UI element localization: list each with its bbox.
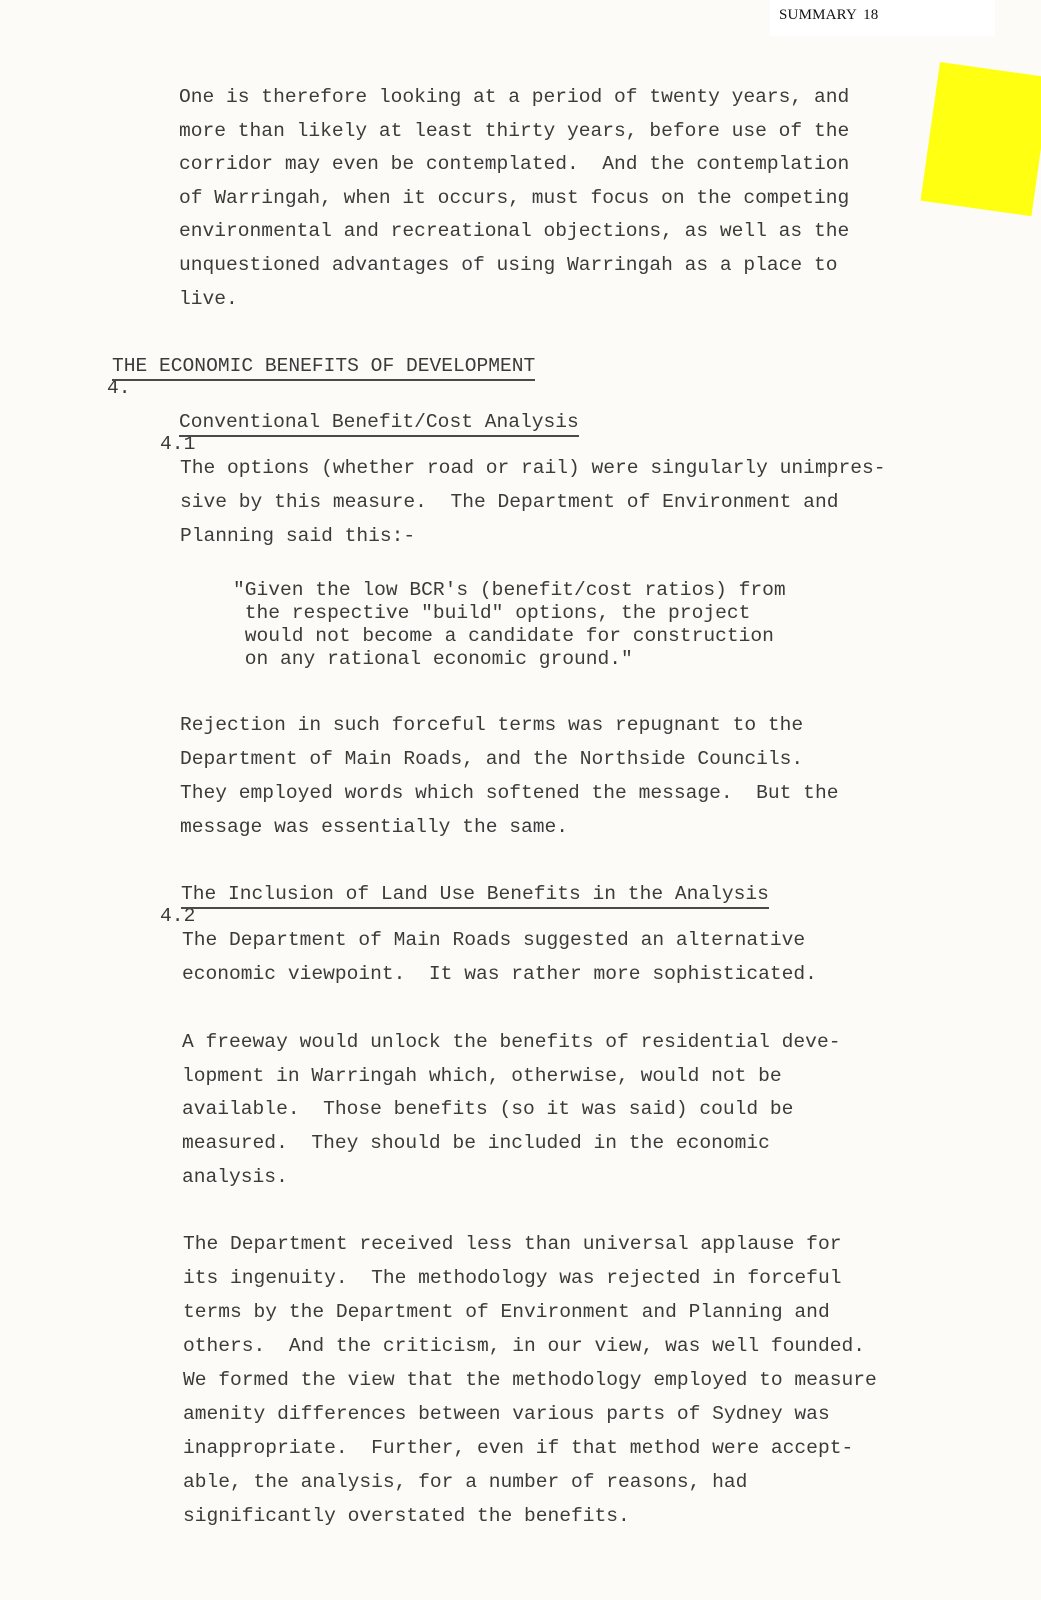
- quote-line: the respective "build" options, the project: [233, 602, 751, 624]
- text-line: others. And the criticism, in our view, was well founded.: [183, 1335, 865, 1357]
- quote-line: would not become a candidate for construction: [233, 625, 774, 647]
- text-line: They employed words which softened the message. But the: [180, 782, 839, 804]
- text-line: sive by this measure. The Department of Environment and: [180, 491, 839, 513]
- text-line: economic viewpoint. It was rather more sophisticated.: [182, 963, 817, 985]
- text-line: inappropriate. Further, even if that method were accept-: [183, 1437, 854, 1459]
- text-line: available. Those benefits (so it was said) could be: [182, 1098, 794, 1120]
- text-line: its ingenuity. The methodology was rejected in forceful: [183, 1267, 842, 1289]
- text-line: live.: [179, 288, 238, 310]
- section-title: Conventional Benefit/Cost Analysis: [179, 411, 579, 437]
- text-line: lopment in Warringah which, otherwise, would not be: [182, 1065, 782, 1087]
- section-title: THE ECONOMIC BENEFITS OF DEVELOPMENT: [112, 355, 535, 381]
- text-line: terms by the Department of Environment and Planning and: [183, 1301, 830, 1323]
- text-line: message was essentially the same.: [180, 816, 569, 838]
- text-line: A freeway would unlock the benefits of residential deve-: [182, 1031, 841, 1053]
- running-header: [779, 7, 879, 24]
- text-line: analysis.: [182, 1166, 288, 1188]
- text-line: We formed the view that the methodology employed to measure: [183, 1369, 877, 1391]
- header-section-label: SUMMARY: [779, 7, 858, 23]
- yellow-sticky-note: [921, 62, 1041, 216]
- section-number: 4.2: [160, 905, 196, 927]
- text-line: One is therefore looking at a period of twenty years, and: [179, 86, 850, 108]
- page-number: 18: [863, 7, 879, 23]
- text-line: able, the analysis, for a number of reasons, had: [183, 1471, 748, 1493]
- section-number: 4.: [107, 377, 131, 399]
- quote-line: "Given the low BCR's (benefit/cost ratios) from: [233, 579, 786, 601]
- text-line: significantly overstated the benefits.: [183, 1505, 630, 1527]
- text-line: environmental and recreational objections, as well as the: [179, 220, 850, 242]
- text-line: measured. They should be included in the economic: [182, 1132, 770, 1154]
- section-title: The Inclusion of Land Use Benefits in the Analysis: [181, 883, 769, 909]
- text-line: corridor may even be contemplated. And the contemplation: [179, 153, 850, 175]
- text-line: more than likely at least thirty years, before use of the: [179, 120, 850, 142]
- section-number: 4.1: [160, 433, 196, 455]
- text-line: The Department received less than universal applause for: [183, 1233, 842, 1255]
- text-line: Planning said this:-: [180, 525, 416, 547]
- text-line: amenity differences between various parts of Sydney was: [183, 1403, 830, 1425]
- text-line: Rejection in such forceful terms was repugnant to the: [180, 714, 804, 736]
- text-line: Department of Main Roads, and the Northside Councils.: [180, 748, 804, 770]
- text-line: The Department of Main Roads suggested an alternative: [182, 929, 806, 951]
- text-line: The options (whether road or rail) were singularly unimpres-: [180, 457, 886, 479]
- quote-line: on any rational economic ground.": [233, 648, 633, 670]
- text-line: unquestioned advantages of using Warringah as a place to: [179, 254, 838, 276]
- text-line: of Warringah, when it occurs, must focus on the competing: [179, 187, 850, 209]
